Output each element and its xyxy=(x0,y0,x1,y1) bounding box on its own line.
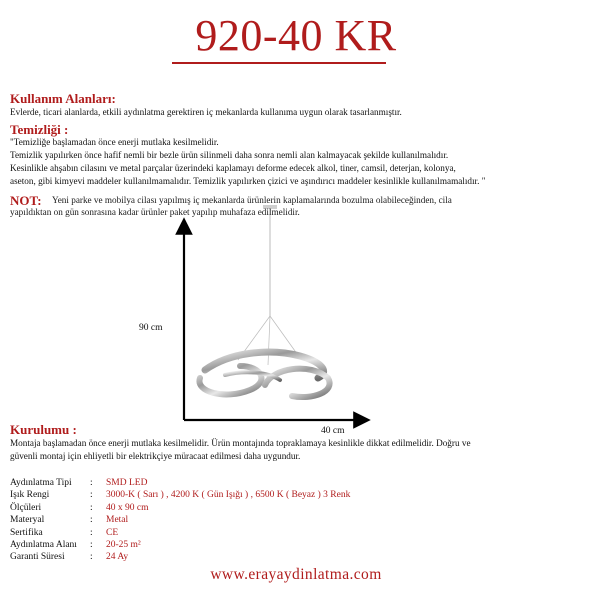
cleaning-line: "Temizliğe başlamadan önce enerji mutlaka kesilmelidir. xyxy=(10,137,219,147)
spec-key: Ölçüleri xyxy=(10,502,42,513)
cleaning-line: Temizlik yapılırken önce hafif nemli bir bezle ürün silinmeli daha sonra nemli alan kalmayacak şekilde kullanılmalıdır. xyxy=(10,150,449,160)
spec-key: Aydınlatma Alanı xyxy=(10,540,77,551)
spec-row xyxy=(10,502,350,514)
note-heading: NOT: xyxy=(10,193,42,208)
note-line: Yeni parke ve mobilya cilası yapılmış iç mekanlarda ürünlerin kaplamalarında bozulma olabileceğinden, cila xyxy=(52,195,452,205)
height-label: 90 cm xyxy=(139,323,163,333)
spec-key: Garanti Süresi xyxy=(10,552,65,563)
spec-separator: : xyxy=(90,527,93,538)
installation-line: Montaja başlamadan önce enerji mutlaka kesilmelidir. Ürün montajında topraklamaya kesinlikle dikkat edilmelidir. Doğru ve xyxy=(10,438,471,448)
spec-separator: : xyxy=(90,502,93,513)
spec-table xyxy=(10,477,350,564)
usage-text xyxy=(10,106,585,119)
chandelier-rings xyxy=(199,352,329,397)
usage-heading: Kullanım Alanları: xyxy=(10,91,116,106)
spec-row xyxy=(10,551,350,563)
installation-line: güvenli montaj için ehliyetli bir elektrikçiye müracaat edilmesi daha uygundur. xyxy=(10,451,301,461)
spec-separator: : xyxy=(90,478,93,488)
cleaning-line: aseton, gibi kimyevi maddeler kullanılmamalıdır. Temizlik yapılırken çizici ve aşındırıcı maddeler kesinlikle kullanılmamalıdır. " xyxy=(10,176,486,186)
width-label: 40 cm xyxy=(321,426,345,436)
cleaning-text xyxy=(10,136,585,188)
spec-separator: : xyxy=(90,552,93,563)
spec-row xyxy=(10,527,350,539)
spec-value: 3000-K ( Sarı ) , 4200 K ( Gün Işığı ) , 6500 K ( Beyaz ) 3 Renk xyxy=(106,490,351,501)
spec-value: SMD LED xyxy=(106,478,148,488)
spec-key: Işık Rengi xyxy=(10,490,50,501)
spec-value: 40 x 90 cm xyxy=(106,502,149,513)
installation-text xyxy=(10,437,585,463)
usage-line: Evlerde, ticari alanlarda, etkili aydınlatma gerektiren iç mekanlarda kullanıma uygun olarak tasarlanmıştır. xyxy=(10,107,402,117)
website-link[interactable]: www.erayaydinlatma.com xyxy=(210,566,382,583)
note-text xyxy=(10,194,585,218)
spec-row xyxy=(10,477,350,489)
note-line: yapıldıktan on gün sonrasına kadar ürünler paket yapılıp muhafaza edilmelidir. xyxy=(10,207,300,217)
spec-row xyxy=(10,514,350,526)
spec-key: Materyal xyxy=(10,515,45,526)
spec-separator: : xyxy=(90,540,93,551)
spec-key: Aydınlatma Tipi xyxy=(10,478,72,488)
spec-row xyxy=(10,489,350,501)
spec-row xyxy=(10,539,350,551)
cleaning-heading: Temizliği : xyxy=(10,122,69,137)
spec-value: CE xyxy=(106,527,119,538)
spec-key: Sertifika xyxy=(10,527,43,538)
spec-separator: : xyxy=(90,490,93,501)
spec-separator: : xyxy=(90,515,93,526)
suspension-wire-center xyxy=(268,316,270,365)
installation-heading: Kurulumu : xyxy=(10,422,77,437)
spec-value: Metal xyxy=(106,515,129,526)
spec-value: 24 Ay xyxy=(106,552,129,563)
page-title: 920-40 KR xyxy=(195,11,397,60)
spec-value: 20-25 m² xyxy=(106,540,141,551)
cleaning-line: Kesinlikle ahşabın cilasını ve metal parçalar üzerindeki kaplamayı deforme edecek alkol, tiner, camsil, deterjan, kolonya, xyxy=(10,163,456,173)
